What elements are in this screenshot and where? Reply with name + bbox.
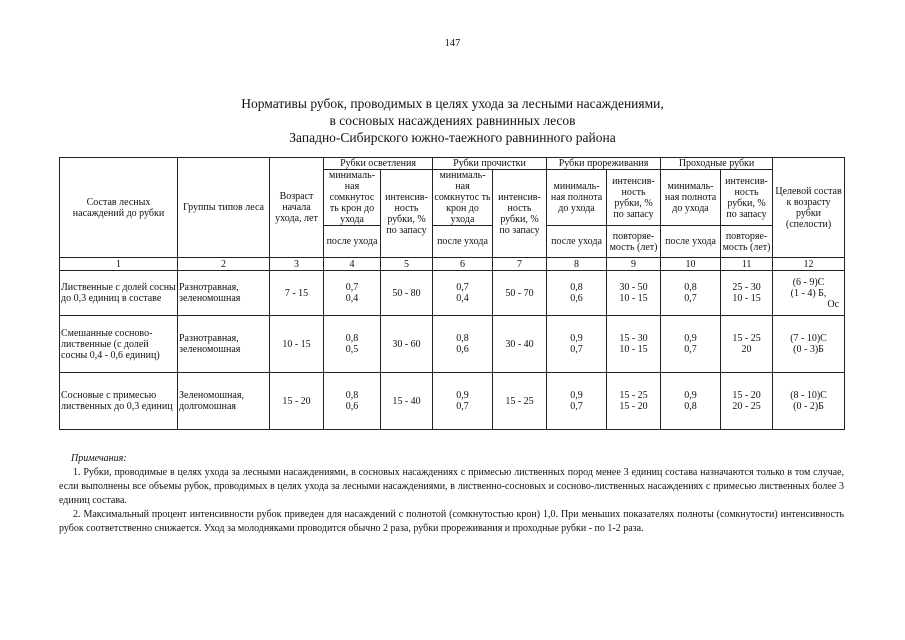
cell-fullness-passing: 0,8 0,7 (661, 271, 721, 316)
title-line-1: Нормативы рубок, проводимых в целях ухода за лесными насаждениями, (241, 96, 664, 111)
header-after-care-clarifying: после ухода (324, 226, 381, 258)
cell-intensity-clarifying: 50 - 80 (381, 271, 433, 316)
column-number: 7 (493, 258, 547, 271)
cell-intensity-passing: 25 - 30 10 - 15 (721, 271, 773, 316)
header-forest-types: Группы типов леса (178, 158, 270, 258)
cell-forest-types: Разнотравная, зеленомошная (178, 316, 270, 373)
note-2: 2. Максимальный процент интенсивности рубок приведен для насаждений с полнотой (сомкнутостью крон) 1,0. При меньших показателях полноты (сомкнутости) интенсивность рубок соответственно снижается. Уход за молодняками проводится обычно 2 раза, рубки прореживания и проходные рубки - по 1-2 раза. (59, 509, 844, 534)
title-line-3: Западно-Сибирского южно-таежного равнинного района (289, 130, 616, 145)
header-intensity-passing: интенсив-ность рубки, % по запасу (721, 170, 773, 226)
cell-start-age: 7 - 15 (270, 271, 324, 316)
header-min-fullness-thinning: минималь-ная полнота до ухода (547, 170, 607, 226)
column-number: 1 (60, 258, 178, 271)
column-number: 5 (381, 258, 433, 271)
header-repeat-thinning: повторяе-мость (лет) (607, 226, 661, 258)
cell-target-composition: (7 - 10)С (0 - 3)Б (773, 316, 845, 373)
header-group-cleaning: Рубки прочистки (433, 158, 547, 170)
cell-density-cleaning: 0,9 0,7 (433, 373, 493, 430)
notes-section (59, 452, 844, 536)
header-group-passing: Проходные рубки (661, 158, 773, 170)
cell-density-clarifying: 0,8 0,6 (324, 373, 381, 430)
cell-composition: Лиственные с долей сосны до 0,3 единиц в составе (60, 271, 178, 316)
cell-density-clarifying: 0,7 0,4 (324, 271, 381, 316)
table-row (60, 316, 845, 373)
cell-intensity-clarifying: 30 - 60 (381, 316, 433, 373)
column-number: 8 (547, 258, 607, 271)
header-repeat-passing: повторяе-мость (лет) (721, 226, 773, 258)
cell-intensity-cleaning: 50 - 70 (493, 271, 547, 316)
header-intensity-thinning: интенсив-ность рубки, % по запасу (607, 170, 661, 226)
cell-fullness-thinning: 0,9 0,7 (547, 373, 607, 430)
header-group-clarifying: Рубки осветления (324, 158, 433, 170)
cell-start-age: 15 - 20 (270, 373, 324, 430)
cell-intensity-passing: 15 - 20 20 - 25 (721, 373, 773, 430)
header-after-care-cleaning: после ухода (433, 226, 493, 258)
cell-density-cleaning: 0,8 0,6 (433, 316, 493, 373)
cell-target-composition: (8 - 10)С (0 - 2)Б (773, 373, 845, 430)
cell-intensity-cleaning: 30 - 40 (493, 316, 547, 373)
table-row (60, 373, 845, 430)
cell-fullness-passing: 0,9 0,7 (661, 316, 721, 373)
column-number-row (60, 258, 845, 271)
header-intensity-cleaning: интенсив-ность рубки, % по запасу (493, 170, 547, 258)
cell-forest-types: Зеленомошная, долгомошная (178, 373, 270, 430)
header-after-care-thinning: после ухода (547, 226, 607, 258)
header-intensity-clarifying: интенсив-ность рубки, % по запасу (381, 170, 433, 258)
column-number: 4 (324, 258, 381, 271)
cell-intensity-cleaning: 15 - 25 (493, 373, 547, 430)
document-title (0, 95, 905, 146)
table-row (60, 271, 845, 316)
norms-table (59, 157, 845, 430)
header-min-fullness-passing: минималь-ная полнота до ухода (661, 170, 721, 226)
cell-intensity-passing: 15 - 25 20 (721, 316, 773, 373)
header-composition: Состав лесных насаждений до рубки (60, 158, 178, 258)
cell-density-cleaning: 0,7 0,4 (433, 271, 493, 316)
note-1: 1. Рубки, проводимые в целях ухода за лесными насаждениями, в сосновых насаждениях с примесью лиственных пород менее 3 единиц состава назначаются только в том случае, если выполнены все объемы рубок, проводимых в целях ухода за лесными насаждениями, в лиственно-сосновых и сосново-лиственных насаждениях с примесью лиственных более 3 единиц состава. (59, 467, 844, 506)
header-min-density-cleaning: минималь-ная сомкнутос ть крон до ухода (434, 170, 491, 225)
cell-intensity-thinning: 30 - 50 10 - 15 (607, 271, 661, 316)
header-group-row (60, 158, 845, 170)
column-number: 2 (178, 258, 270, 271)
cell-intensity-clarifying: 15 - 40 (381, 373, 433, 430)
column-number: 10 (661, 258, 721, 271)
title-line-2: в сосновых насаждениях равнинных лесов (329, 113, 576, 128)
header-group-thinning: Рубки прореживания (547, 158, 661, 170)
header-after-care-passing: после ухода (661, 226, 721, 258)
header-target-composition: Целевой состав к возрасту рубки (спелости) (773, 158, 845, 258)
page-number: 147 (444, 38, 461, 49)
column-number: 3 (270, 258, 324, 271)
notes-title: Примечания: (71, 453, 127, 464)
cell-fullness-thinning: 0,8 0,6 (547, 271, 607, 316)
cell-composition: Сосновые с примесью лиственных до 0,3 единиц (60, 373, 178, 430)
header-min-density-clarifying: минималь-ная сомкнутос ть крон до ухода (324, 170, 381, 226)
cell-intensity-thinning: 15 - 30 10 - 15 (607, 316, 661, 373)
column-number: 11 (721, 258, 773, 271)
cell-start-age: 10 - 15 (270, 316, 324, 373)
cell-intensity-thinning: 15 - 25 15 - 20 (607, 373, 661, 430)
cell-forest-types: Разнотравная, зеленомошная (178, 271, 270, 316)
cell-composition: Смешанные сосново-лиственные (с долей сосны 0,4 - 0,6 единиц) (60, 316, 178, 373)
header-start-age: Возраст начала ухода, лет (270, 158, 324, 258)
cell-density-clarifying: 0,8 0,5 (324, 316, 381, 373)
column-number: 9 (607, 258, 661, 271)
cell-fullness-thinning: 0,9 0,7 (547, 316, 607, 373)
cell-target-composition: (6 - 9)С (1 - 4) Б, Ос (773, 271, 845, 316)
column-number: 6 (433, 258, 493, 271)
column-number: 12 (773, 258, 845, 271)
cell-fullness-passing: 0,9 0,8 (661, 373, 721, 430)
